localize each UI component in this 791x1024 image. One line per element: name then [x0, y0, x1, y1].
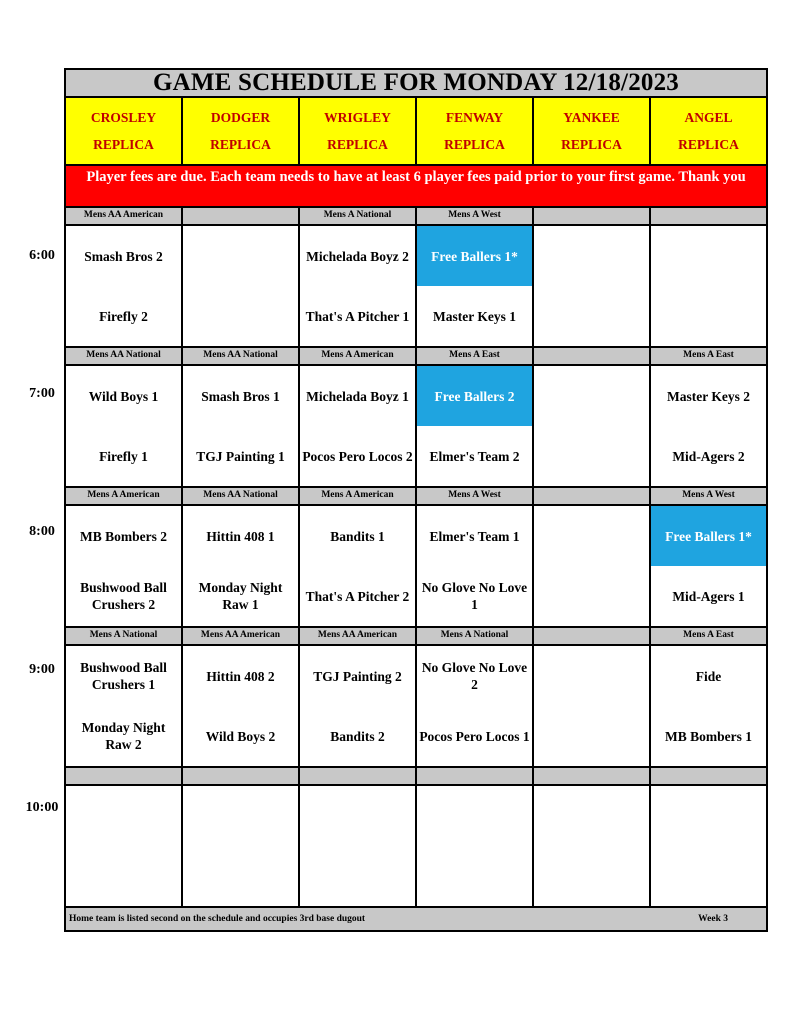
division-label: Mens AA National [183, 348, 300, 364]
game-cell [417, 646, 534, 766]
schedule-slots [66, 208, 766, 908]
visitor-team: Bushwood Ball Crushers 1 [80, 660, 167, 692]
game-cell [183, 366, 300, 486]
home-team [651, 846, 766, 906]
home-team: Wild Boys 2 [205, 728, 276, 744]
visitor-team: Free Ballers 2 [417, 366, 532, 426]
field-subtitle: REPLICA [678, 137, 739, 152]
game-row [66, 786, 766, 908]
home-team [534, 846, 649, 906]
home-team: Firefly 1 [99, 448, 148, 464]
field-header-row [66, 98, 766, 166]
visitor-team: Smash Bros 2 [84, 248, 163, 264]
game-cell [417, 226, 534, 346]
division-label [651, 208, 766, 224]
visitor-team [183, 786, 298, 846]
visitor-team: Smash Bros 1 [201, 388, 280, 404]
home-team: Elmer's Team 2 [429, 448, 520, 464]
home-team: Firefly 2 [99, 308, 148, 324]
division-label: Mens AA National [66, 348, 183, 364]
home-team [534, 426, 649, 486]
time-label: 7:00 [29, 386, 55, 401]
field-header-crosley [66, 98, 183, 164]
home-team [534, 566, 649, 626]
division-label: Mens A West [682, 490, 735, 500]
field-subtitle: REPLICA [561, 137, 622, 152]
game-cell [534, 786, 651, 906]
division-label [183, 208, 300, 224]
game-cell [300, 506, 417, 626]
division-row [66, 348, 766, 366]
home-team [183, 846, 298, 906]
week-label: Week 3 [698, 914, 728, 924]
game-row [66, 506, 766, 628]
footer-bar [66, 908, 766, 930]
game-cell [534, 366, 651, 486]
field-name: DODGER [210, 110, 271, 125]
fee-notice: Player fees are due. Each team needs to have at least 6 player fees paid prior to your first game. Thank you [66, 166, 766, 208]
time-label: 6:00 [29, 248, 55, 263]
visitor-team [534, 646, 649, 706]
home-team: Pocos Pero Locos 2 [302, 448, 413, 464]
division-label: Mens A American [66, 488, 183, 504]
home-team [534, 706, 649, 766]
division-label: Mens A West [417, 208, 534, 224]
field-subtitle: REPLICA [210, 137, 271, 152]
game-cell [417, 786, 534, 906]
game-cell [534, 646, 651, 766]
game-cell [183, 506, 300, 626]
division-label [417, 768, 534, 784]
game-cell [66, 506, 183, 626]
visitor-team: Elmer's Team 1 [429, 528, 520, 544]
game-cell [66, 366, 183, 486]
visitor-team [183, 226, 298, 286]
page-title: GAME SCHEDULE FOR MONDAY 12/18/2023 [66, 70, 766, 98]
game-cell [300, 646, 417, 766]
visitor-team: Wild Boys 1 [88, 388, 159, 404]
game-cell [183, 646, 300, 766]
visitor-team: Hittin 408 1 [206, 528, 275, 544]
division-label [183, 768, 300, 784]
time-label: 10:00 [25, 800, 59, 815]
game-cell [66, 646, 183, 766]
game-cell [651, 786, 766, 906]
game-cell [417, 366, 534, 486]
game-cell [651, 506, 766, 626]
division-label: Mens AA American [66, 208, 183, 224]
visitor-team: Free Ballers 1* [651, 506, 766, 566]
field-name: YANKEE [563, 110, 620, 125]
home-team: Bandits 2 [330, 728, 385, 744]
visitor-team [651, 226, 766, 286]
division-label: Mens AA American [300, 628, 417, 644]
field-subtitle: REPLICA [327, 137, 388, 152]
field-subtitle: REPLICA [444, 137, 505, 152]
game-cell [183, 786, 300, 906]
game-row [66, 226, 766, 348]
home-team [66, 846, 181, 906]
visitor-team [300, 786, 415, 846]
division-label: Mens A East [417, 348, 534, 364]
home-team: MB Bombers 1 [665, 728, 752, 744]
visitor-team [417, 786, 532, 846]
field-name: ANGEL [684, 110, 733, 125]
division-row [66, 208, 766, 226]
home-team [417, 846, 532, 906]
game-cell [300, 226, 417, 346]
game-cell [651, 646, 766, 766]
home-team: Master Keys 1 [433, 308, 516, 324]
game-cell [300, 366, 417, 486]
field-header-yankee [534, 98, 651, 164]
visitor-team: Michelada Boyz 1 [306, 388, 409, 404]
division-label: Mens A National [417, 628, 534, 644]
division-label [66, 768, 183, 784]
division-row [66, 488, 766, 506]
division-label: Mens AA National [183, 488, 300, 504]
game-cell [183, 226, 300, 346]
home-team [651, 286, 766, 346]
division-label: Mens A American [300, 348, 417, 364]
division-label [651, 768, 766, 784]
game-row [66, 646, 766, 768]
home-team: Mid-Agers 2 [672, 448, 745, 464]
home-team: That's A Pitcher 1 [305, 308, 410, 324]
home-team: Monday Night Raw 2 [81, 720, 166, 752]
visitor-team [651, 786, 766, 846]
home-team: That's A Pitcher 2 [305, 588, 410, 604]
game-cell [651, 226, 766, 346]
game-cell [651, 366, 766, 486]
visitor-team: Free Ballers 1* [417, 226, 532, 286]
game-cell [300, 786, 417, 906]
visitor-team: Fide [695, 668, 722, 684]
division-label: Mens A National [300, 208, 417, 224]
home-team: Mid-Agers 1 [672, 588, 745, 604]
visitor-team: No Glove No Love 2 [421, 660, 528, 692]
time-label: 8:00 [29, 524, 55, 539]
time-label: 9:00 [29, 662, 55, 677]
division-label: Mens A East [683, 630, 734, 640]
division-row [66, 768, 766, 786]
home-team [300, 846, 415, 906]
field-name: CROSLEY [90, 110, 157, 125]
field-header-wrigley [300, 98, 417, 164]
home-team: TGJ Painting 1 [196, 448, 285, 464]
visitor-team [66, 786, 181, 846]
visitor-team [534, 226, 649, 286]
home-team: No Glove No Love 1 [421, 580, 528, 612]
visitor-team: TGJ Painting 2 [313, 668, 402, 684]
game-cell [417, 506, 534, 626]
division-label [300, 768, 417, 784]
field-header-dodger [183, 98, 300, 164]
game-cell [66, 226, 183, 346]
game-cell [534, 226, 651, 346]
visitor-team [534, 366, 649, 426]
field-subtitle: REPLICA [93, 137, 154, 152]
home-team [183, 286, 298, 346]
division-label: Mens A National [66, 628, 183, 644]
visitor-team [534, 506, 649, 566]
home-team [534, 286, 649, 346]
division-label: Mens A West [417, 488, 534, 504]
home-team-note: Home team is listed second on the schedule and occupies 3rd base dugout [69, 914, 366, 924]
game-cell [66, 786, 183, 906]
field-header-angel [651, 98, 766, 164]
division-label: Mens A American [300, 488, 417, 504]
schedule-sheet [64, 68, 768, 932]
division-label [534, 348, 651, 364]
division-label [534, 208, 651, 224]
home-team: Monday Night Raw 1 [198, 580, 283, 612]
game-cell [534, 506, 651, 626]
visitor-team [534, 786, 649, 846]
field-name: FENWAY [445, 110, 504, 125]
game-row [66, 366, 766, 488]
visitor-team: Bandits 1 [330, 528, 385, 544]
visitor-team: Michelada Boyz 2 [306, 248, 409, 264]
visitor-team: Hittin 408 2 [206, 668, 275, 684]
division-label [534, 488, 651, 504]
division-label: Mens AA American [183, 628, 300, 644]
home-team: Pocos Pero Locos 1 [419, 728, 530, 744]
division-label: Mens A East [683, 350, 734, 360]
division-label [534, 628, 651, 644]
division-label [534, 768, 651, 784]
home-team: Bushwood Ball Crushers 2 [80, 580, 167, 612]
visitor-team: MB Bombers 2 [80, 528, 167, 544]
field-name: WRIGLEY [324, 110, 391, 125]
visitor-team: Master Keys 2 [667, 388, 750, 404]
division-row [66, 628, 766, 646]
field-header-fenway [417, 98, 534, 164]
